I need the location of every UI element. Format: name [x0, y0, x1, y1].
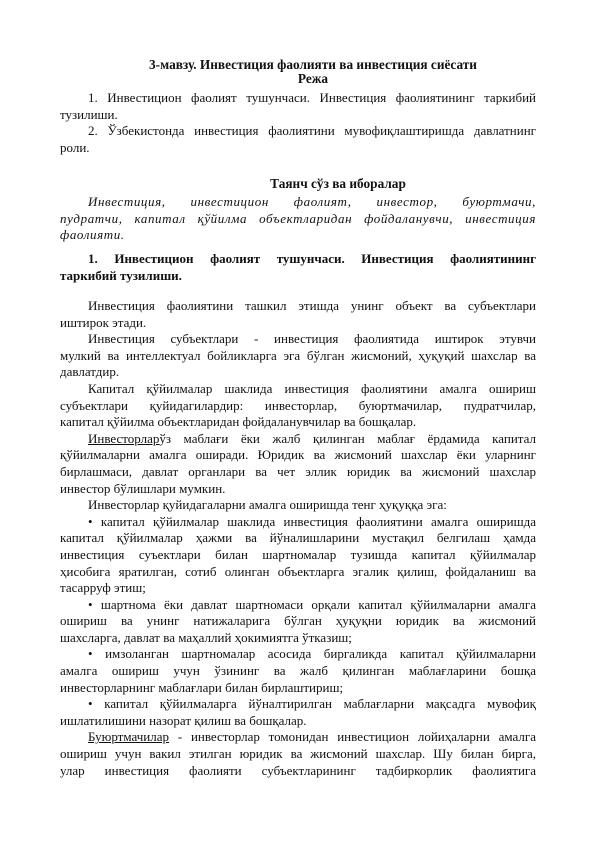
paragraph-2-line-3: давлатдир. [60, 364, 120, 380]
keywords-heading: Таянч сўз ва иборалар [270, 176, 406, 191]
paragraph-5-line-1: Инвесторлар қуйидагаларни амалга оширишда тенг ҳуқуққа эга: [88, 497, 447, 513]
bullet-2-line-2: ошириш ва унинг натижаларига бўлган ҳуқуқни юридик ва жисмоний [60, 613, 536, 629]
bullet-1-line-3: инвестиция суъектлари билан шартномалар тузишда капитал қўйилмалар [60, 546, 536, 562]
paragraph-4-line-1-rest: ўз маблағи ёки жалб қилинган маблағ ёрдамида капитал [159, 430, 536, 446]
term-investors: Инвесторлар [88, 430, 160, 446]
keywords-list [60, 194, 536, 244]
plan-item-1-line-2: тузилиши. [60, 106, 118, 122]
section-1-heading [60, 251, 536, 284]
paragraph-1-line-1: Инвестиция фаолиятини ташкил этишда унинг объект ва субъектлари [88, 298, 536, 313]
bullet-3-line-1: • имзоланган шартномалар асосида биргаликда капитал қўйилмаларни [88, 646, 536, 662]
bullet-2-line-1: • шартнома ёки давлат шартномаси орқали капитал қўйилмаларни амалга [88, 596, 536, 612]
keywords-line-1: Инвестиция, инвестицион фаолият, инвестор, буюртмачи, [88, 194, 536, 209]
keywords-line-2: пудратчи, капитал қўйилма объектларидан фойдаланувчи, инвестиция [60, 210, 536, 226]
paragraph-6-line-2: ошириш учун вакил этилган юридик ва жисмоний шахслар. Шу билан бирга, [60, 746, 536, 762]
section-1-heading-line-2: таркибий тузилиши. [60, 267, 182, 283]
paragraph-2-line-1: Инвестиция субъектлари - инвестиция фаолиятида иштирок этувчи [88, 331, 536, 347]
term-customers: Буюртмачилар [88, 729, 170, 745]
bullet-1-line-4: ҳисобига яратилган, сотиб олинган объектларга эгалик қилиш, фойдаланиш ва [60, 563, 536, 579]
plan-heading: Режа [297, 71, 329, 86]
paragraph-3-line-2: субъектлари қуйидагилардир: инвесторлар, буюртмачилар, пудратчилар, [60, 397, 536, 413]
paragraph-6-line-1 [60, 729, 536, 746]
paragraph-3-line-3: капитал қўйилма объектларидан фойдаланувчилар ва бошқалар. [60, 414, 417, 430]
plan-item-2-line-2: роли. [60, 139, 90, 155]
paragraph-6-line-1-rest: - инвесторлар томонидан инвестицион лойиҳаларни амалга [177, 729, 536, 745]
bullet-1-line-2: капитал қўйилмалар ҳажми ва йўналишларини мустақил белгилаш ҳамда [60, 530, 536, 546]
paragraph-3-line-1: Капитал қўйилмалар шаклида инвестиция фаолиятини амалга ошириш [88, 380, 536, 396]
plan-item-2-line-1: 2. Ўзбекистонда инвестиция фаолиятини мувофиқлаштиришда давлатнинг [88, 123, 536, 139]
plan-item-1-line-1: 1. Инвестицион фаолият тушунчаси. Инвестиция фаолиятининг таркибий [88, 90, 536, 105]
bullet-1-line-1: • капитал қўйилмалар шаклида инвестиция фаолиятини амалга оширишда [88, 513, 536, 529]
paragraph-1-line-2: иштирок этади. [60, 314, 147, 330]
paragraph-6-line-3: улар инвестиция фаолияти субъектларининг тадбиркорлик фаолиятига [60, 762, 536, 778]
document-title: 3-мавзу. Инвестиция фаолияти ва инвестиция сиёсати [149, 57, 477, 72]
paragraph-2-line-2: мулкий ва интеллектуал бойликларга эга бўлган жисмоний, ҳуқуқий шахслар ва [60, 347, 536, 363]
bullet-4-line-2: ишлатилишини назорат қилиш ва бошқалар. [60, 712, 307, 728]
bullet-4-line-1: • капитал қўйилмаларга йўналтирилган маблағларни мақсадга мувофиқ [88, 696, 536, 712]
paragraph-4-line-2: қўйилмаларни амалга оширади. Юридик ва жисмоний шахслар ёки уларнинг [60, 447, 536, 463]
section-1-heading-line-1: 1. Инвестицион фаолият тушунчаси. Инвестиция фаолиятининг [88, 251, 536, 266]
bullet-3-line-3: инвесторларнинг маблағлари билан бирлаштириш; [60, 679, 344, 695]
keywords-line-3: фаолияти. [60, 227, 125, 243]
paragraph-4-line-3: бирлашмаси, давлат органлари ва чет эллик юридик ва жисмоний шахслар [60, 463, 536, 479]
section-1-body [60, 298, 536, 779]
plan-list [60, 90, 536, 156]
bullet-2-line-3: шахсларга, давлат ва маҳаллий ҳокимиятга ўтказиш; [60, 629, 352, 645]
paragraph-4-line-4: инвестор бўлишлари мумкин. [60, 480, 226, 496]
bullet-3-line-2: амалга ошириш учун ўзининг ва жалб қилинган маблағларини бошқа [60, 663, 536, 679]
paragraph-4-line-1 [60, 431, 536, 448]
bullet-1-line-5: тасарруф этиш; [60, 580, 146, 596]
